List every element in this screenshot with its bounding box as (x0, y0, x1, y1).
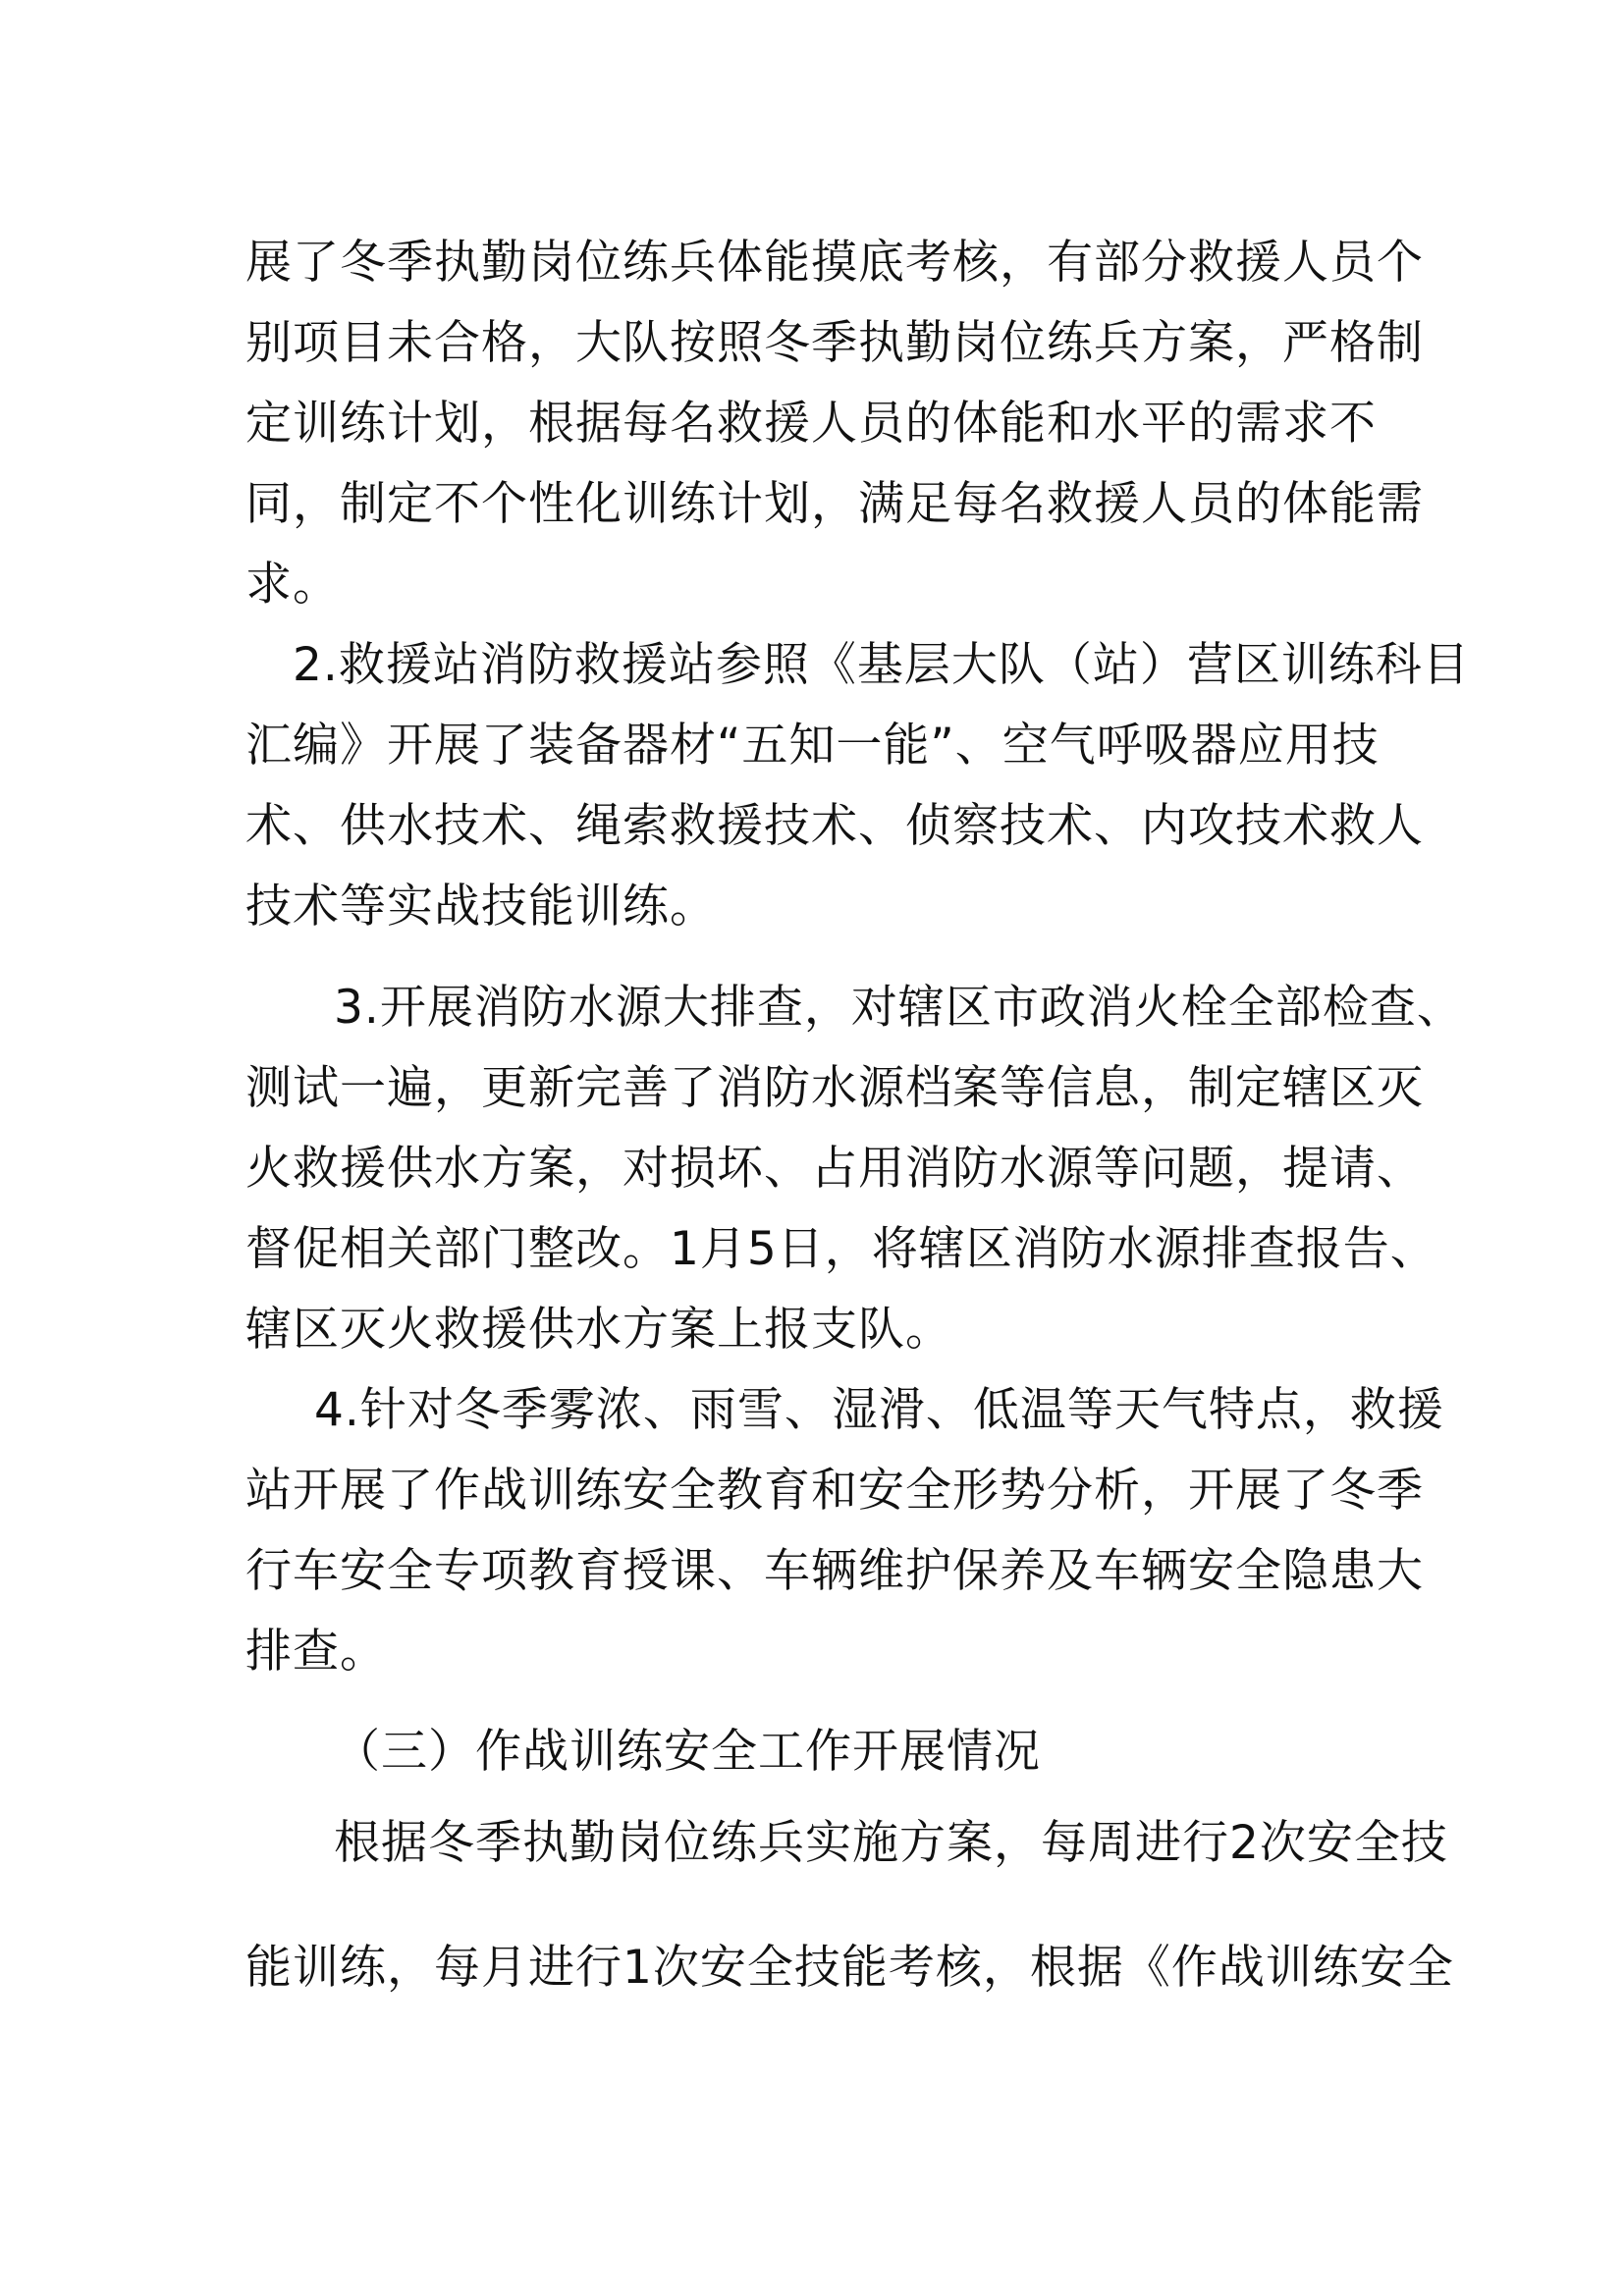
paragraph-line: 3.开展消防水源大排查，对辖区市政消火栓全部检查、 (334, 981, 1464, 1035)
paragraph-line: 测试一遍，更新完善了消防水源档案等信息，制定辖区灭 (245, 1061, 1424, 1115)
paragraph-line: 督促相关部门整改。1月5日，将辖区消防水源排查报告、 (245, 1222, 1437, 1276)
paragraph-line: 别项目未合格，大队按照冬季执勤岗位练兵方案，严格制 (245, 316, 1424, 370)
paragraph-line: 同，制定不个性化训练计划，满足每名救援人员的体能需 (245, 477, 1424, 531)
paragraph-line: 2.救援站消防救援站参照《基层大队（站）营区训练科目 (293, 638, 1470, 692)
paragraph-line: 术、供水技术、绳索救援技术、侦察技术、内攻技术救人 (245, 799, 1424, 853)
paragraph-line: 辖区灭火救援供水方案上报支队。 (245, 1303, 952, 1357)
paragraph-line: 站开展了作战训练安全教育和安全形势分析，开展了冬季 (245, 1464, 1424, 1518)
section-heading: （三）作战训练安全工作开展情况 (334, 1725, 1041, 1779)
paragraph-line: 排查。 (245, 1625, 387, 1679)
paragraph-line: 火救援供水方案，对损坏、占用消防水源等问题，提请、 (245, 1142, 1424, 1196)
paragraph-line: 4.针对冬季雾浓、雨雪、湿滑、低温等天气特点，救援 (314, 1383, 1444, 1437)
paragraph-line: 求。 (245, 558, 340, 612)
paragraph-line: 汇编》开展了装备器材“五知一能”、空气呼吸器应用技 (245, 719, 1380, 773)
paragraph-line: 根据冬季执勤岗位练兵实施方案，每周进行2次安全技 (334, 1816, 1448, 1870)
paragraph-line: 技术等实战技能训练。 (245, 880, 717, 934)
paragraph-line: 展了冬季执勤岗位练兵体能摸底考核，有部分救援人员个 (245, 236, 1424, 290)
paragraph-line: 行车安全专项教育授课、车辆维护保养及车辆安全隐患大 (245, 1544, 1424, 1598)
paragraph-line: 定训练计划，根据每名救援人员的体能和水平的需求不 (245, 397, 1377, 451)
paragraph-line: 能训练，每月进行1次安全技能考核，根据《作战训练安全 (245, 1941, 1454, 1995)
